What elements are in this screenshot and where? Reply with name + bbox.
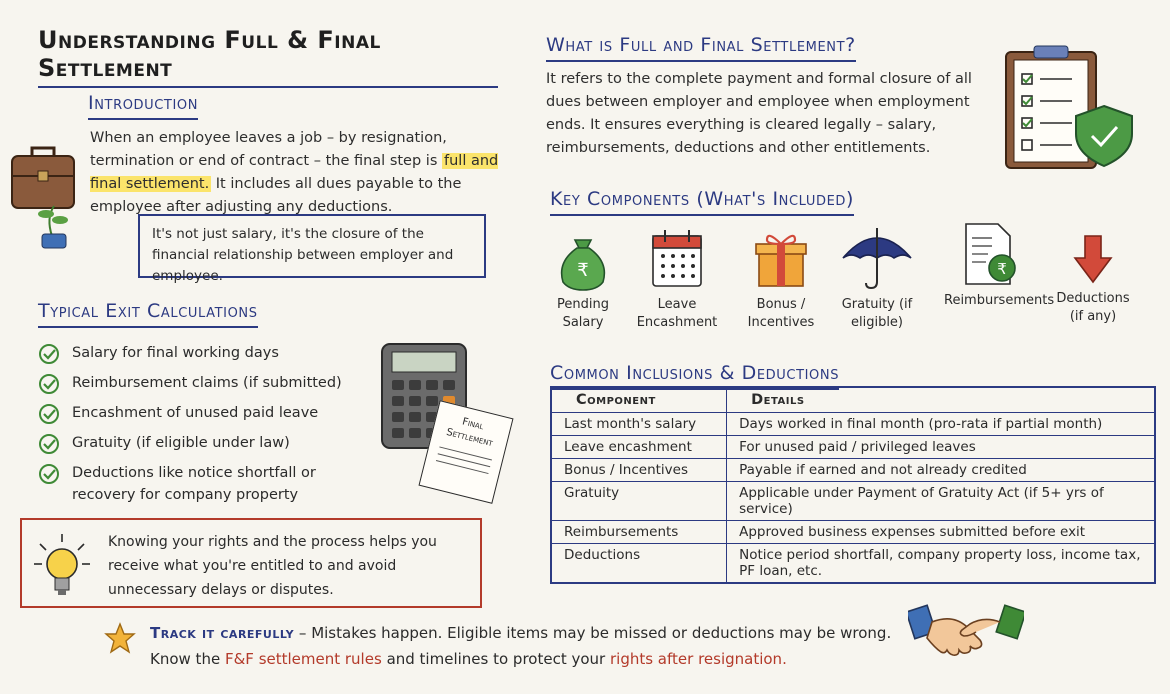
list-item: Deductions like notice shortfall or recovery for company property <box>38 462 358 506</box>
column-header-component: Component <box>551 387 727 413</box>
svg-text:₹: ₹ <box>577 260 589 281</box>
table-cell: Payable if earned and not already credited <box>727 459 1155 482</box>
table-cell: Notice period shortfall, company property loss, income tax, PF loan, etc. <box>727 544 1155 584</box>
what-is-heading: What is Full and Final Settlement? <box>546 34 856 62</box>
component-gratuity: Gratuity (if eligible) <box>832 224 922 332</box>
table-row <box>551 436 1155 459</box>
check-circle-icon <box>38 403 60 425</box>
table-cell: Bonus / Incentives <box>551 459 727 482</box>
money-bag-icon <box>555 228 611 292</box>
table-row <box>551 482 1155 521</box>
table-cell: Leave encashment <box>551 436 727 459</box>
calendar-icon <box>649 228 705 292</box>
star-icon <box>104 622 136 654</box>
exit-calc-heading: Typical Exit Calculations <box>38 300 258 328</box>
check-circle-icon <box>38 373 60 395</box>
briefcase-icon <box>8 138 80 250</box>
component-bonus: Bonus / Incentives <box>736 228 826 332</box>
tip-box: Knowing your rights and the process helps you receive what you're entitled to and avoid unnecessary delays or disputes. <box>20 518 482 608</box>
common-heading: Common Inclusions & Deductions <box>550 362 839 390</box>
table-cell: Applicable under Payment of Gratuity Act (if 5+ yrs of service) <box>727 482 1155 521</box>
table-cell: Days worked in final month (pro-rata if partial month) <box>727 413 1155 436</box>
footer-text: Track it carefully – Mistakes happen. Eligible items may be missed or deductions may be wrong. Know the F&F settlement rules and timelines to protect your rights after resignation. <box>150 624 892 668</box>
column-header-details: Details <box>727 387 1155 413</box>
list-item: Encashment of unused paid leave <box>38 402 358 425</box>
check-circle-icon <box>38 433 60 455</box>
handshake-icon <box>908 598 1024 664</box>
inclusions-table <box>550 386 1156 584</box>
table-cell: Approved business expenses submitted before exit <box>727 521 1155 544</box>
component-pending-salary: ₹ Pending Salary <box>538 228 628 332</box>
highlight-text: full and final settlement. <box>90 153 499 192</box>
table-header-row <box>551 387 1155 413</box>
table-cell: Reimbursements <box>551 521 727 544</box>
list-item: Reimbursement claims (if submitted) <box>38 372 358 395</box>
svg-text:₹: ₹ <box>997 260 1007 278</box>
paper-label: Final Settlement <box>445 416 494 450</box>
gift-icon <box>753 228 809 292</box>
check-circle-icon <box>38 463 60 485</box>
exit-calc-list <box>38 342 358 513</box>
receipt-icon <box>960 220 1020 288</box>
table-cell: Deductions <box>551 544 727 584</box>
list-item: Gratuity (if eligible under law) <box>38 432 358 455</box>
intro-text: When an employee leaves a job – by resignation, termination or end of contract – the final step is full and final settlement. It includes all dues payable to the employee after adjusting any deductions. <box>90 130 499 215</box>
list-item: Salary for final working days <box>38 342 358 365</box>
key-components-heading: Key Components (What's Included) <box>550 188 854 216</box>
quote-box: It's not just salary, it's the closure of the financial relationship between employer and employee. <box>138 214 486 278</box>
component-reimbursements: ₹ Reimbursements <box>944 220 1036 310</box>
intro-heading: Introduction <box>88 92 198 120</box>
check-circle-icon <box>38 343 60 365</box>
table-cell: Gratuity <box>551 482 727 521</box>
component-deductions: Deductions (if any) <box>1050 232 1136 326</box>
table-row <box>551 459 1155 482</box>
lightbulb-icon <box>32 532 92 600</box>
table-cell: Last month's salary <box>551 413 727 436</box>
umbrella-icon <box>839 224 915 292</box>
what-is-text: It refers to the complete payment and formal closure of all dues between employer and employee when employment ends. It ensures everything is cleared legally – salary, reimbursements, deductions and other entitlements. <box>546 71 972 156</box>
table-cell: For unused paid / privileged leaves <box>727 436 1155 459</box>
page-title: Understanding Full & Final Settlement <box>38 26 498 88</box>
table-row <box>551 521 1155 544</box>
table-row <box>551 413 1155 436</box>
table-row <box>551 544 1155 584</box>
clipboard-shield-icon <box>1000 44 1140 176</box>
down-arrow-icon <box>1071 232 1115 286</box>
component-leave-encashment: Leave Encashment <box>632 228 722 332</box>
footer-lead: Track it carefully <box>150 624 295 642</box>
